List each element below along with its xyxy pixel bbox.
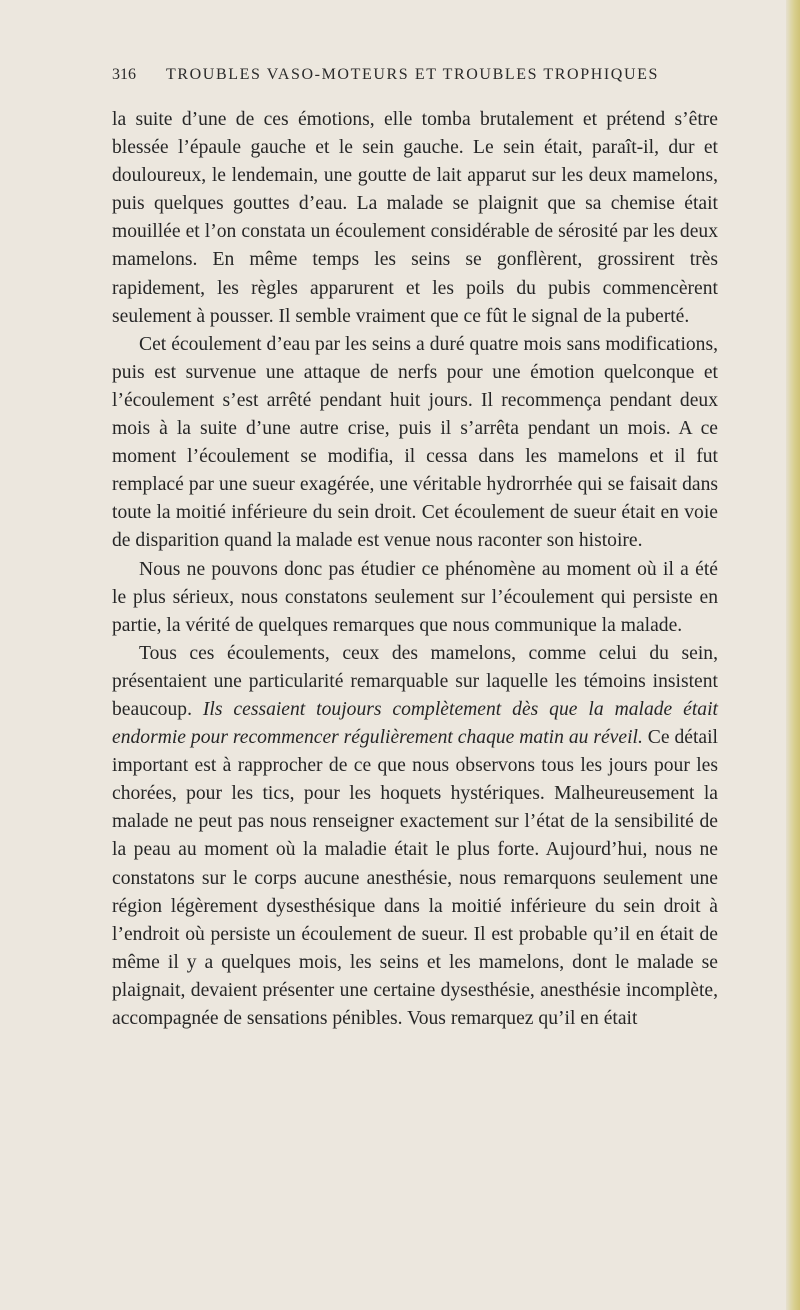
paragraph-1-text: la suite d’une de ces émotions, elle tomba brutalement et prétend s’être blessée l’épaule gauche et le sein gauche. Le sein était, paraît-il, dur et douloureux, le lendemain, une goutte de lait apparut sur les deux mamelons, puis quelques gouttes d’eau. La malade se plaignit que sa chemise était mouillée et l’on constata un écoulement considérable de sérosité par les deux mamelons. En même temps les seins se gonflèrent, grossirent très rapidement, les règles apparurent et les poils du pubis commencèrent seulement à pousser. Il semble vraiment que ce fût le signal de la puberté. <box>112 109 718 327</box>
page-number: 316 <box>112 66 136 83</box>
running-head <box>112 64 712 84</box>
paragraph-4-text-b: Ce détail important est à rapprocher de ce que nous observons tous les jours pour les chorées, pour les tics, pour les hoquets hystériques. Malheureusement la malade ne peut pas nous renseigner exactement sur l’état de la sensibilité de la peau au moment où la maladie était le plus forte. Aujourd’hui, nous ne constatons sur le corps aucune anesthésie, nous remarquons seulement une région légèrement dysesthésique dans la moitié inférieure du sein droit à l’endroit où persiste un écoulement de sueur. Il est probable qu’il en était de même il y a quelques mois, les seins et les mamelons, dont le malade se plaignait, devaient présenter une certaine dysesthésie, anesthésie incomplète, accompagnée de sensations pénibles. Vous remarquez qu’il en était <box>112 727 718 1029</box>
running-head-title: TROUBLES VASO-MOTEURS ET TROUBLES TROPHIQUES <box>166 66 659 83</box>
paragraph-4 <box>112 640 718 1033</box>
paragraph-4-text-a: Tous ces écoulements, ceux des mamelons, comme celui du sein, présentaient une particularité remarquable sur laquelle les témoins insistent beaucoup. <box>112 642 718 720</box>
paragraph-2 <box>112 331 718 556</box>
paragraph-3 <box>112 556 718 640</box>
paragraph-2-text: Cet écoulement d’eau par les seins a duré quatre mois sans modifications, puis est survenue une attaque de nerfs pour une émotion quelconque et l’écoulement s’est arrêté pendant huit jours. Il recommença pendant deux mois à la suite d’une autre crise, puis il s’arrêta pendant un mois. A ce moment l’écoulement se modifia, il cessa dans les mamelons et il fut remplacé par une sueur exagérée, une véritable hydrorrhée qui se faisait dans toute la moitié inférieure du sein droit. Cet écoulement de sueur était en voie de disparition quand la malade est venue nous raconter son histoire. <box>112 333 718 552</box>
page-edge <box>786 0 800 1310</box>
paragraph-4-italic-emphasis: Ils cessaient toujours complètement dès que la malade était endormie pour recommencer régulièrement chaque matin au réveil. <box>112 698 718 749</box>
paragraph-1 <box>112 106 718 331</box>
paragraph-3-text: Nous ne pouvons donc pas étudier ce phénomène au moment où il a été le plus sérieux, nous constatons seulement sur l’écoulement qui persiste en partie, la vérité de quelques remarques que nous communique la malade. <box>112 558 718 636</box>
body-text <box>112 106 718 1033</box>
